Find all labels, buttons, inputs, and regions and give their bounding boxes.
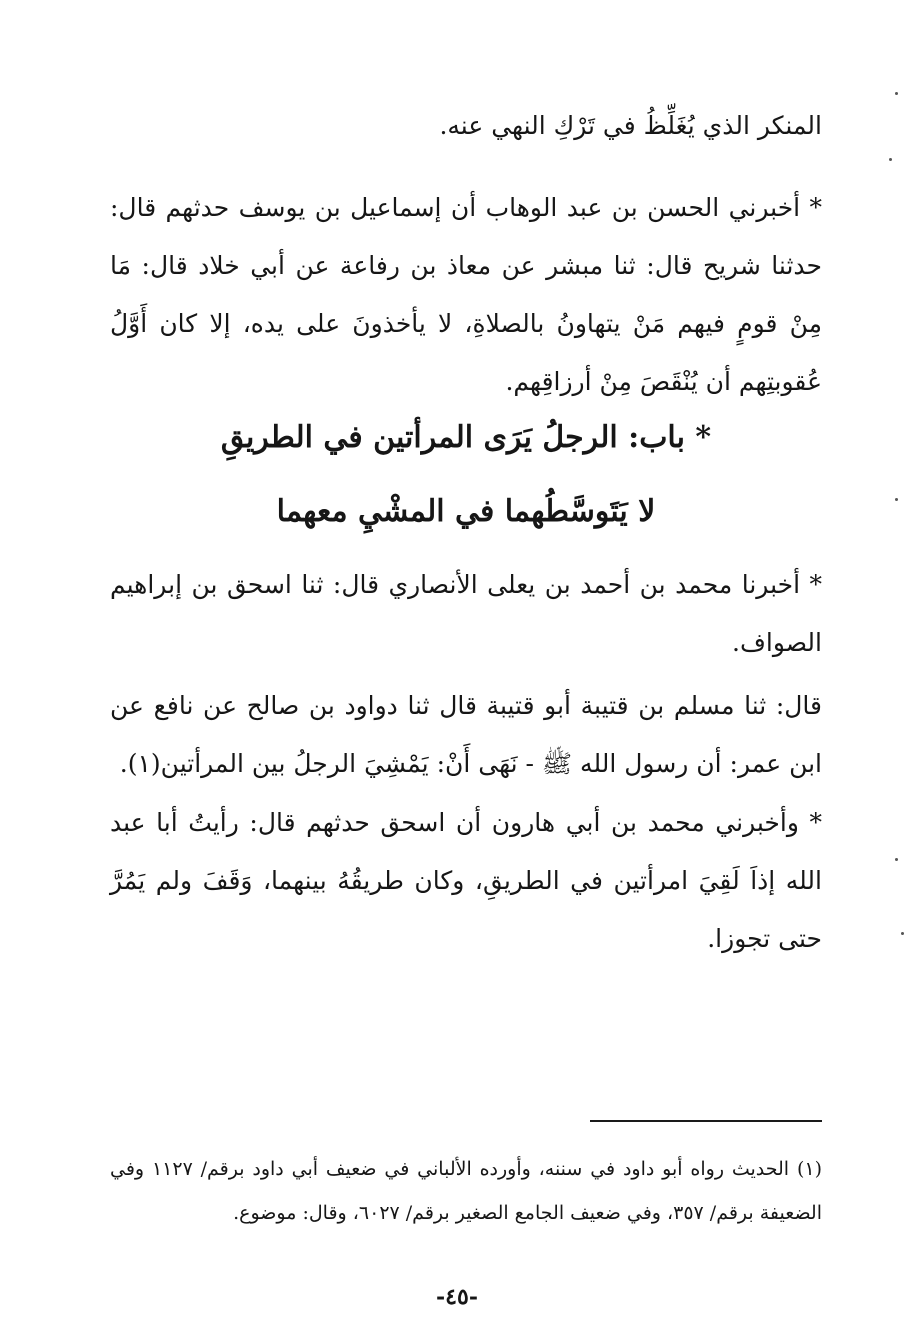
footnote: (١) الحديث رواه أبو داود في سننه، وأورده الألباني في ضعيف أبي داود برقم/ ١١٢٧ وفي الضعيفة برقم/ ٣٥٧، وفي ضعيف الجامع الصغير برقم/ ٦٠٢٧، وقال: موضوع. bbox=[110, 1158, 822, 1224]
scan-speck bbox=[895, 858, 898, 861]
paragraph-abu-abdullah: * وأخبرني محمد بن أبي هارون أن اسحق حدثهم قال: رأيتُ أبا عبد الله إذاَ لَقِيَ امرأتين في الطريقِ، وكان طريقُهُ بينهما، وَقَفَ ولم يَمُرَّ حتى تجوزا. bbox=[110, 808, 822, 953]
scan-speck bbox=[895, 92, 898, 95]
chapter-heading-line-1: * باب: الرجلُ يَرَى المرأتين في الطريقِ bbox=[220, 420, 712, 455]
page-number: -٤٥- bbox=[436, 1284, 478, 1310]
scan-speck bbox=[889, 158, 892, 161]
paragraph-chain-ansari: * أخبرنا محمد بن أحمد بن يعلى الأنصاري قال: ثنا اسحق بن إبراهيم الصواف. bbox=[110, 570, 822, 657]
paragraph-continuation: المنكر الذي يُغَلِّظُ في تَرْكِ النهي عنه. bbox=[439, 111, 822, 140]
scan-speck bbox=[895, 498, 898, 501]
paragraph-hadith-prayer: * أخبرني الحسن بن عبد الوهاب أن إسماعيل بن يوسف حدثهم قال: حدثنا شريح قال: ثنا مبشر عن معاذ بن رفاعة عن أبي خلاد قال: مَا مِنْ قومٍ فيهم مَنْ يتهاونُ بالصلاةِ، لا يأخذونَ على يده، إلا كان أَوَّلُ عُقوبتِهم أن يُنْقَصَ مِنْ أرزاقِهم. bbox=[110, 193, 822, 396]
footnote-divider bbox=[590, 1120, 822, 1122]
chapter-heading-line-2: لا يَتَوسَّطُهما في المشْيِ معهما bbox=[276, 494, 656, 529]
scan-speck bbox=[901, 932, 904, 935]
chapter-heading bbox=[110, 401, 822, 549]
paragraph-hadith-ibn-umar: قال: ثنا مسلم بن قتيبة أبو قتيبة قال ثنا دواود بن صالح عن نافع عن ابن عمر: أن رسول الله ﷺ - نَهَى أَنْ: يَمْشِيَ الرجلُ بين المرأتين(١). bbox=[110, 691, 822, 778]
